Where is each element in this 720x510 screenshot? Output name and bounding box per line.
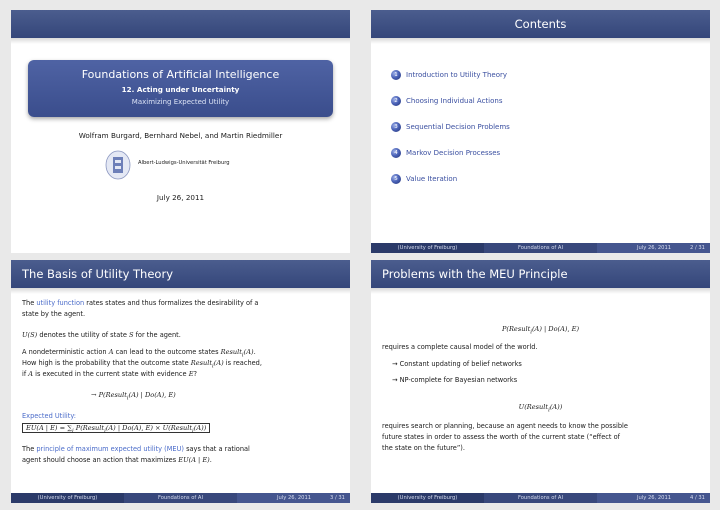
toc-item-label: Value Iteration (406, 175, 458, 183)
paragraph: The utility function rates states and thus formalizes the desirability of a (22, 299, 259, 307)
university-seal-icon (104, 149, 132, 181)
footer-course: Foundations of AI (124, 493, 237, 503)
toc-item[interactable] (391, 68, 507, 82)
toc-item[interactable] (391, 120, 510, 134)
toc-item-label: Introduction to Utility Theory (406, 71, 508, 79)
paragraph: How high is the probability that the outcome state Result$_i$(A) is reached, (22, 359, 262, 370)
footer-institution: (University of Freiburg) (371, 243, 484, 253)
paragraph: the state on the future”). (382, 444, 465, 452)
toc-item[interactable] (391, 146, 500, 160)
footer-page-number: 2 / 31 (690, 245, 705, 251)
utility-theory-slide (11, 260, 350, 503)
footer-page-number: 3 / 31 (330, 495, 345, 501)
toc-item-label: Choosing Individual Actions (406, 97, 503, 105)
paragraph: if A is executed in the current state with evidence E? (22, 370, 198, 378)
paragraph: → Constant updating of belief networks (392, 360, 522, 368)
section-number-bubble: 1 (391, 70, 401, 80)
footer-institution: (University of Freiburg) (11, 493, 124, 503)
paragraph: U(S) denotes the utility of state S for the agent. (22, 331, 181, 339)
paragraph: requires search or planning, because an agent needs to know the possible (382, 422, 628, 430)
section-heading: Expected Utility: (22, 412, 76, 420)
contents-slide (371, 10, 710, 253)
footer-date: July 26, 2011 (636, 495, 672, 501)
paragraph: future states in order to assess the worth of the current state (“effect of (382, 433, 620, 441)
institution: Albert-Ludwigs-Universität Freiburg (138, 160, 230, 166)
footer-course: Foundations of AI (484, 243, 597, 253)
highlighted-term: utility function (36, 299, 85, 307)
paragraph: → NP-complete for Bayesian networks (392, 376, 518, 384)
section-number-bubble: 2 (391, 96, 401, 106)
authors: Wolfram Burgard, Bernhard Nebel, and Martin Riedmiller (78, 131, 283, 140)
paragraph: state by the agent. (22, 310, 86, 318)
presentation-subtitle: 12. Acting under Uncertainty (121, 85, 240, 94)
slide-footer (11, 493, 350, 503)
slide-footer (371, 243, 710, 253)
presentation-date: July 26, 2011 (156, 193, 205, 202)
toc-item[interactable] (391, 172, 457, 186)
highlighted-term: principle of maximum expected utility (MEU) (36, 445, 184, 453)
slide-title: Contents (371, 10, 710, 38)
footer-course: Foundations of AI (484, 493, 597, 503)
section-number-bubble: 5 (391, 174, 401, 184)
meu-problems-slide (371, 260, 710, 503)
formula: U(Result$_i$(A)) (518, 403, 563, 414)
presentation-title: Foundations of Artificial Intelligence (81, 68, 280, 81)
section-number-bubble: 4 (391, 148, 401, 158)
footer-date: July 26, 2011 (636, 245, 672, 251)
footer-date: July 26, 2011 (276, 495, 312, 501)
footer-institution: (University of Freiburg) (371, 493, 484, 503)
formula: P(Result$_i$(A) | Do(A), E) (501, 325, 580, 336)
expected-utility-formula: EU(A | $E) = \sum_i$ P(Result$_i$(A) | Do(A), E) × U(Result$_i$(A)) (22, 423, 210, 437)
presentation-subsubtitle: Maximizing Expected Utility (131, 98, 230, 106)
paragraph: requires a complete causal model of the world. (382, 343, 538, 351)
title-slide (11, 10, 350, 253)
toc-item-label: Markov Decision Processes (406, 149, 501, 157)
toc-item[interactable] (391, 94, 502, 108)
footer-page-number: 4 / 31 (690, 495, 705, 501)
paragraph: The principle of maximum expected utility (MEU) says that a rational (22, 445, 250, 453)
paragraph: agent should choose an action that maximizes EU(A | E). (22, 456, 212, 464)
slide-title: The Basis of Utility Theory (11, 260, 350, 288)
paragraph: A nondeterministic action A can lead to the outcome states Result$_i$(A). (22, 348, 256, 359)
slide-footer (371, 493, 710, 503)
formula: → P(Result$_i$(A) | Do(A), E) (91, 391, 176, 402)
slide-title: Problems with the MEU Principle (371, 260, 710, 288)
slide-header-bar (11, 10, 350, 38)
title-box (28, 60, 333, 117)
section-number-bubble: 3 (391, 122, 401, 132)
toc-item-label: Sequential Decision Problems (406, 123, 510, 131)
